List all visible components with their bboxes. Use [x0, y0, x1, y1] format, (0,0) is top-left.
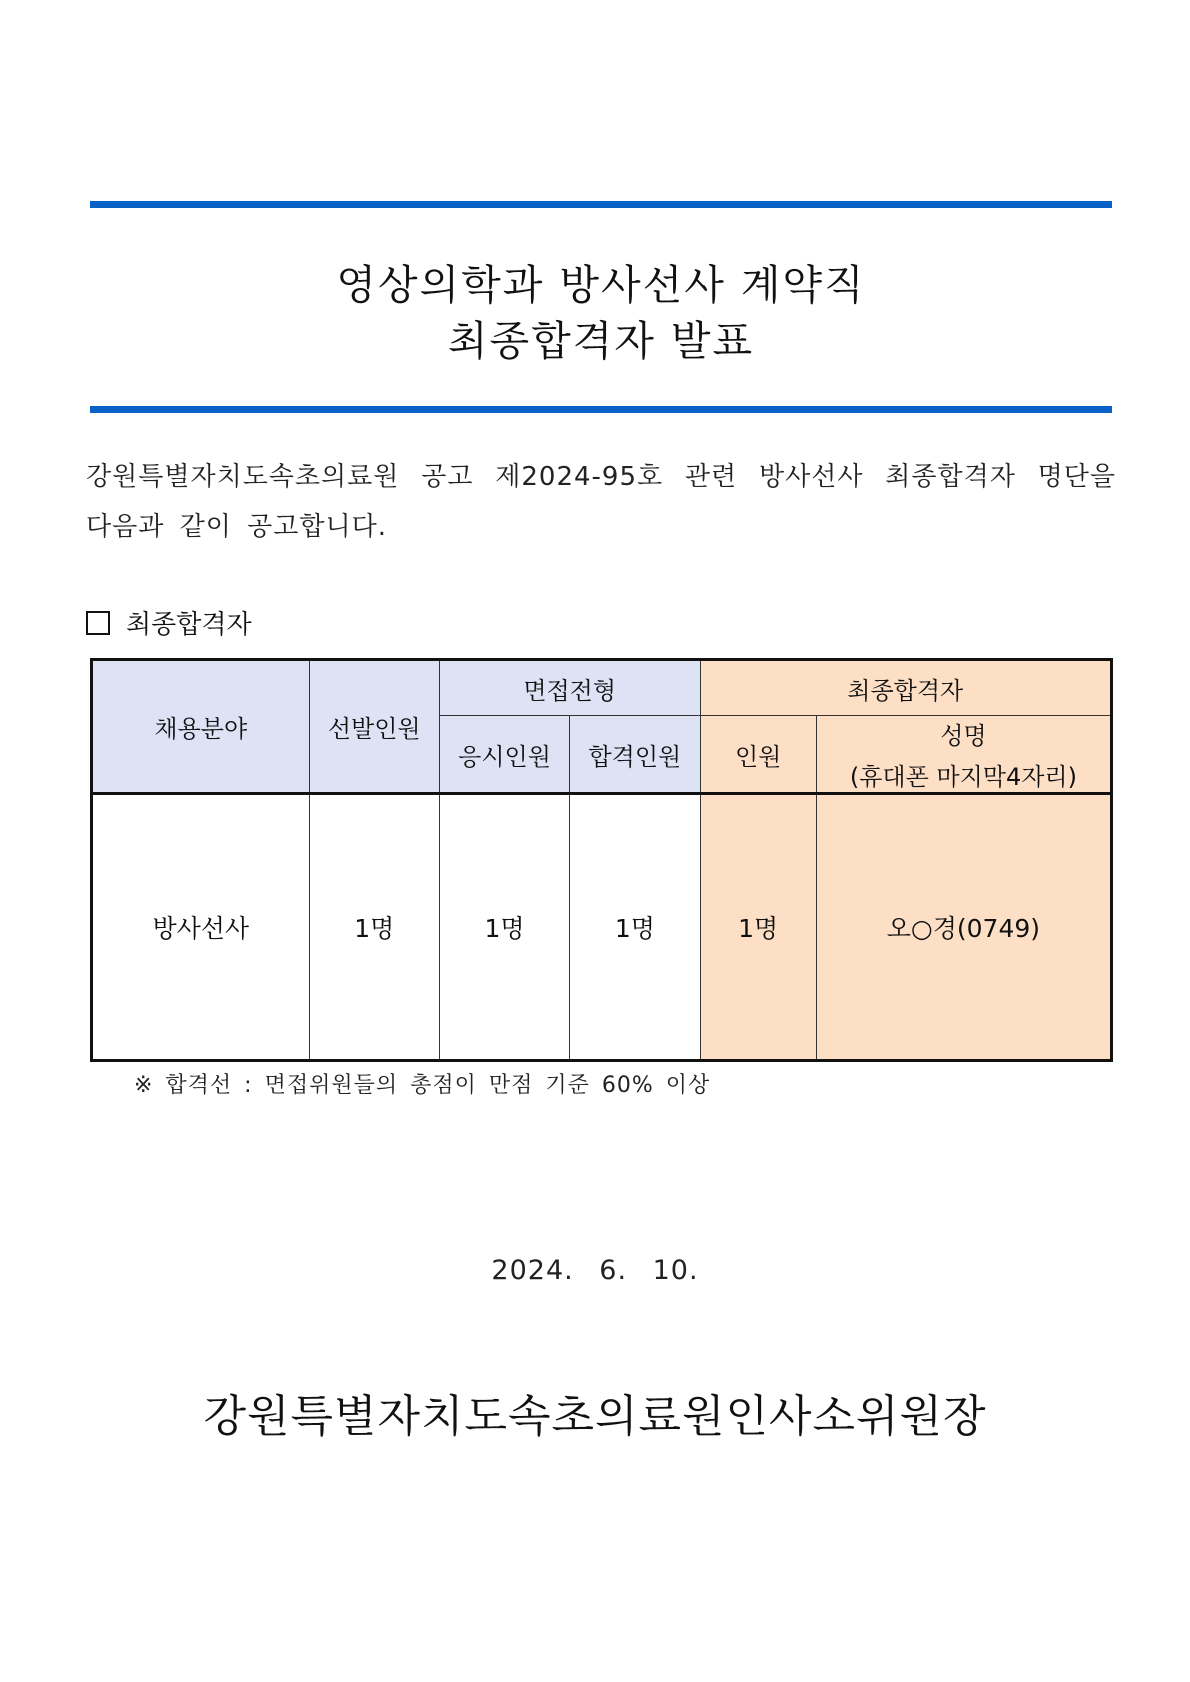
- header-field: 채용분야: [92, 660, 310, 794]
- signer: 강원특별자치도속초의료원인사소위원장: [203, 1391, 987, 1442]
- header-name-line-1: 성명: [940, 722, 987, 750]
- pass-line-note: ※ 합격선 : 면접위원들의 총점이 만점 기준 60% 이상: [134, 1073, 711, 1098]
- table-header-row-1: [92, 660, 1112, 716]
- top-rule: [90, 201, 1112, 208]
- header-final-count: 인원: [700, 716, 816, 794]
- announcement-date: 2024. 6. 10.: [491, 1255, 699, 1286]
- cell-applicants: 1명: [439, 794, 569, 1061]
- intro-paragraph: 강원특별자치도속초의료원 공고 제2024-95호 관련 방사선사 최종합격자 명단을 다음과 같이 공고합니다.: [86, 462, 1116, 542]
- title-line-1: 영상의학과 방사선사 계약직: [336, 261, 866, 309]
- cell-name: 오○경(0749): [816, 794, 1111, 1061]
- cell-selection-count: 1명: [309, 794, 439, 1061]
- section-heading: [86, 604, 252, 641]
- header-interview-group: 면접전형: [439, 660, 700, 716]
- result-table: [90, 658, 1113, 1062]
- checkbox-icon: [86, 611, 110, 635]
- header-passed: 합격인원: [570, 716, 700, 794]
- table-row: [92, 794, 1112, 1061]
- cell-passed: 1명: [570, 794, 700, 1061]
- header-applicants: 응시인원: [439, 716, 569, 794]
- section-heading-label: 최종합격자: [126, 610, 252, 640]
- bottom-rule: [90, 406, 1112, 413]
- cell-final-count: 1명: [700, 794, 816, 1061]
- header-name: [816, 716, 1111, 794]
- cell-field: 방사선사: [92, 794, 310, 1061]
- header-selection-count: 선발인원: [309, 660, 439, 794]
- header-final-group: 최종합격자: [700, 660, 1112, 716]
- title-line-2: 최종합격자 발표: [447, 317, 755, 365]
- header-name-line-2: (휴대폰 마지막4자리): [849, 763, 1077, 791]
